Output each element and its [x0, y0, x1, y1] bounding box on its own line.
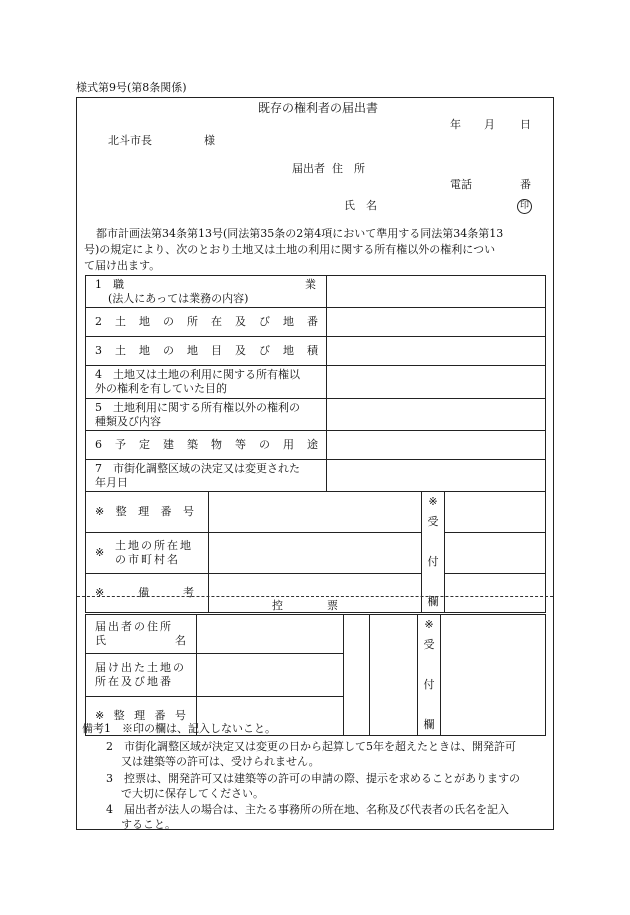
- copy-title: 控 票: [272, 599, 338, 612]
- note-4-cont: すること。: [121, 818, 176, 831]
- copy-land-cell[interactable]: [197, 654, 344, 697]
- land-category-input[interactable]: [327, 337, 546, 366]
- item-label: 7 市街化調整区域の決定又は変更された 年月日: [86, 460, 327, 492]
- copy-address-cell[interactable]: [197, 615, 344, 654]
- date-day: 日: [520, 118, 531, 131]
- item-label: 1 職 業 (法人にあっては業務の内容): [86, 276, 327, 308]
- municipality-cell[interactable]: [209, 532, 422, 573]
- copy-blank-cell[interactable]: [370, 615, 418, 736]
- land-location-input[interactable]: [327, 308, 546, 337]
- note-1: 備考1 ※印の欄は、記入しないこと。: [82, 722, 276, 735]
- table-row: [86, 492, 546, 533]
- date-year: 年: [450, 118, 461, 131]
- seal-mark: [517, 198, 532, 214]
- note-2: 2 市街化調整区域が決定又は変更の日から起算して5年を超えたときは、開発許可: [106, 740, 516, 753]
- note-2-cont: 又は建築等の許可は、受けられません。: [121, 755, 320, 768]
- receipt-label: ※ 受 付 欄: [422, 492, 445, 613]
- item-label: 5 土地利用に関する所有権以外の権利の 種類及び内容: [86, 399, 327, 431]
- applicant-prefix: 届出者: [292, 162, 325, 175]
- phone-label: 電話: [450, 178, 472, 191]
- item-label: 4 土地又は土地の利用に関する所有権以 外の権利を有していた目的: [86, 366, 327, 399]
- note-4: 4 届出者が法人の場合は、主たる事務所の所在地、名称及び代表者の氏名を記入: [106, 803, 509, 816]
- table-row: [86, 337, 546, 366]
- serial-number-cell[interactable]: [209, 492, 422, 533]
- seal-icon: 印: [517, 199, 532, 214]
- address-label: 住 所: [332, 162, 365, 175]
- table-row: [86, 308, 546, 337]
- cut-line: [77, 596, 553, 597]
- copy-receipt-label: ※ 受 付 欄: [418, 615, 441, 736]
- rights-type-input[interactable]: [327, 399, 546, 431]
- item-label: 2 土 地 の 所 在 及 び 地 番: [86, 308, 327, 337]
- intro-line-3: て届け出ます。: [84, 259, 161, 272]
- receipt-cell[interactable]: [445, 573, 546, 613]
- office-use-table: [85, 491, 546, 613]
- copy-land-label: 届け出た土地の 所在及び地番: [86, 654, 197, 697]
- intro-line-2: 号)の規定により、次のとおり土地又は土地の利用に関する所有権以外の権利につい: [84, 243, 496, 256]
- municipality-label: ※ 土地の所在地 の市町村名: [86, 532, 209, 573]
- table-row: [86, 431, 546, 460]
- items-table: [85, 275, 546, 492]
- purpose-input[interactable]: [327, 366, 546, 399]
- copy-address-label: 届出者の住所 氏 名: [86, 615, 197, 654]
- serial-number-label: ※ 整 理 番 号: [86, 492, 209, 533]
- occupation-input[interactable]: [327, 276, 546, 308]
- table-row: [86, 276, 546, 308]
- remarks-label: ※ 備 考: [86, 573, 209, 613]
- table-row: [86, 615, 546, 654]
- form-title: 既存の権利者の届出書: [258, 101, 379, 115]
- table-row: [86, 399, 546, 431]
- decision-date-input[interactable]: [327, 460, 546, 492]
- receipt-cell[interactable]: [445, 492, 546, 533]
- note-3-cont: で大切に保存してください。: [121, 787, 264, 800]
- table-row: [86, 460, 546, 492]
- table-row: [86, 532, 546, 573]
- item-label: 3 土 地 の 地 目 及 び 地 積: [86, 337, 327, 366]
- building-use-input[interactable]: [327, 431, 546, 460]
- intro-line-1: 都市計画法第34条第13号(同法第35条の2第4項において準用する同法第34条第13: [96, 227, 504, 240]
- copy-table: [85, 614, 546, 736]
- receipt-cell[interactable]: [445, 532, 546, 573]
- addressee: 北斗市長: [108, 134, 152, 147]
- name-label: 氏 名: [344, 199, 377, 212]
- note-3: 3 控票は、開発許可又は建築等の許可の申請の際、提示を求めることがありますの: [106, 772, 520, 785]
- date-month: 月: [484, 118, 495, 131]
- copy-blank-cell[interactable]: [344, 615, 370, 736]
- copy-serial-label: ※ 整 理 番 号: [86, 696, 197, 735]
- phone-suffix: 番: [520, 178, 531, 191]
- addressee-honorific: 様: [204, 134, 215, 147]
- copy-receipt-cell[interactable]: [441, 615, 546, 736]
- item-label: 6 予 定 建 築 物 等 の 用 途: [86, 431, 327, 460]
- table-row: [86, 366, 546, 399]
- form-label: 様式第9号(第8条関係): [76, 81, 187, 94]
